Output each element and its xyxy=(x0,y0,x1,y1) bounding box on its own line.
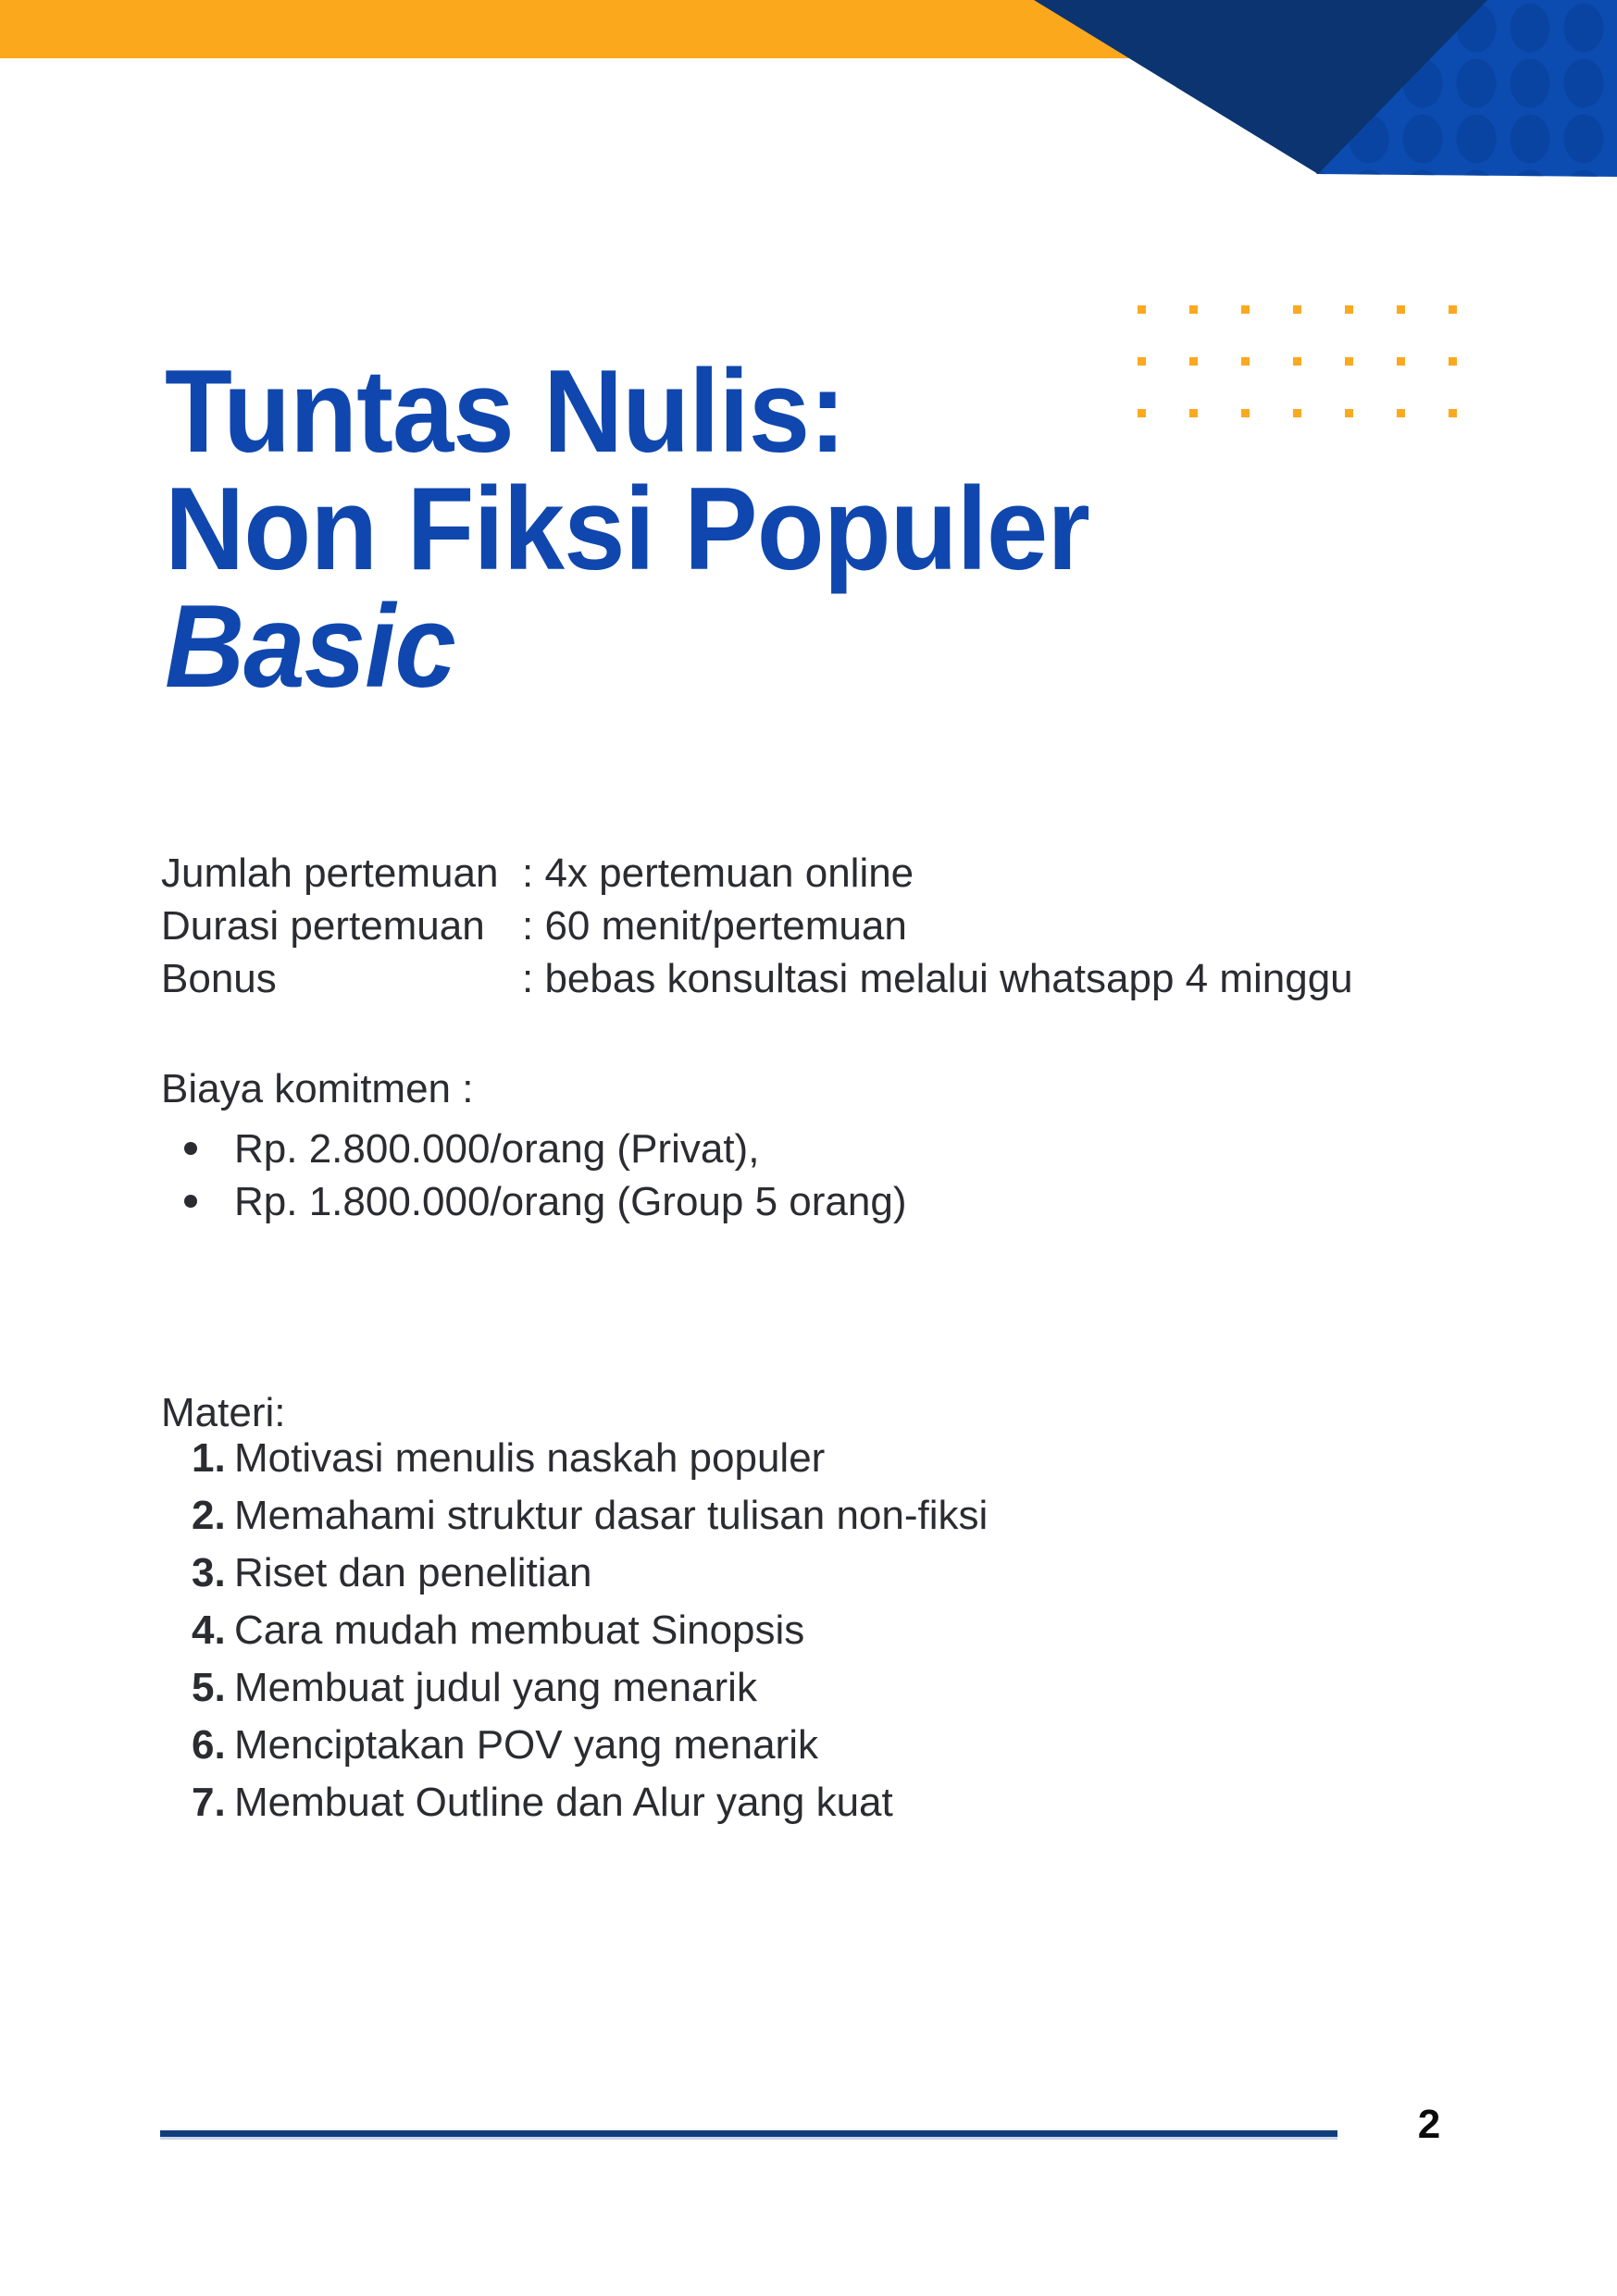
detail-value: : bebas konsultasi melalui whatsapp 4 minggu xyxy=(522,956,1353,1001)
title-line-3: Basic xyxy=(165,580,455,712)
footer-divider-light xyxy=(160,2137,1337,2140)
bullet-icon xyxy=(184,1142,197,1155)
item-text: Memahami struktur dasar tulisan non-fiksi xyxy=(234,1493,989,1538)
list-item xyxy=(161,1659,988,1717)
footer-divider xyxy=(160,2130,1337,2137)
item-text: Riset dan penelitian xyxy=(234,1550,592,1595)
item-text: Menciptakan POV yang menarik xyxy=(234,1722,818,1768)
detail-row-jumlah xyxy=(161,847,1353,900)
list-item xyxy=(161,1487,988,1545)
pricing-list xyxy=(161,1123,906,1228)
item-number: 2. xyxy=(192,1493,226,1538)
item-text: Membuat judul yang menarik xyxy=(234,1665,757,1710)
course-details xyxy=(161,847,1353,1005)
detail-row-bonus xyxy=(161,952,1353,1005)
price-text: Rp. 1.800.000/orang (Group 5 orang) xyxy=(234,1179,907,1224)
item-text: Cara mudah membuat Sinopsis xyxy=(234,1607,805,1653)
item-number: 6. xyxy=(192,1722,226,1768)
item-number: 1. xyxy=(192,1435,226,1481)
orange-dot-grid xyxy=(1138,305,1458,418)
list-item xyxy=(161,1602,988,1659)
pricing-heading: Biaya komitmen : xyxy=(161,1066,474,1111)
detail-label: Bonus xyxy=(161,956,277,1001)
list-item xyxy=(161,1430,988,1487)
detail-label: Jumlah pertemuan xyxy=(161,850,499,896)
detail-row-durasi xyxy=(161,900,1353,952)
detail-label: Durasi pertemuan xyxy=(161,903,485,949)
price-text: Rp. 2.800.000/orang (Privat), xyxy=(234,1126,760,1172)
item-number: 7. xyxy=(192,1780,226,1825)
page-number: 2 xyxy=(1417,2102,1441,2147)
list-item xyxy=(161,1774,988,1831)
materials-list xyxy=(161,1430,988,1831)
item-number: 5. xyxy=(192,1665,226,1710)
detail-value: : 60 menit/pertemuan xyxy=(522,903,907,949)
detail-value: : 4x pertemuan online xyxy=(522,850,914,896)
item-text: Motivasi menulis naskah populer xyxy=(234,1435,826,1481)
list-item xyxy=(161,1123,906,1175)
item-text: Membuat Outline dan Alur yang kuat xyxy=(234,1780,893,1825)
bullet-icon xyxy=(184,1195,197,1208)
title-line-2: Non Fiksi Populer xyxy=(165,463,1089,594)
list-item xyxy=(161,1717,988,1774)
item-number: 4. xyxy=(192,1607,226,1653)
materials-heading: Materi: xyxy=(161,1390,286,1435)
title-line-1: Tuntas Nulis: xyxy=(165,345,846,477)
item-number: 3. xyxy=(192,1550,226,1595)
list-item xyxy=(161,1175,906,1228)
list-item xyxy=(161,1545,988,1602)
page-title xyxy=(165,345,1089,712)
